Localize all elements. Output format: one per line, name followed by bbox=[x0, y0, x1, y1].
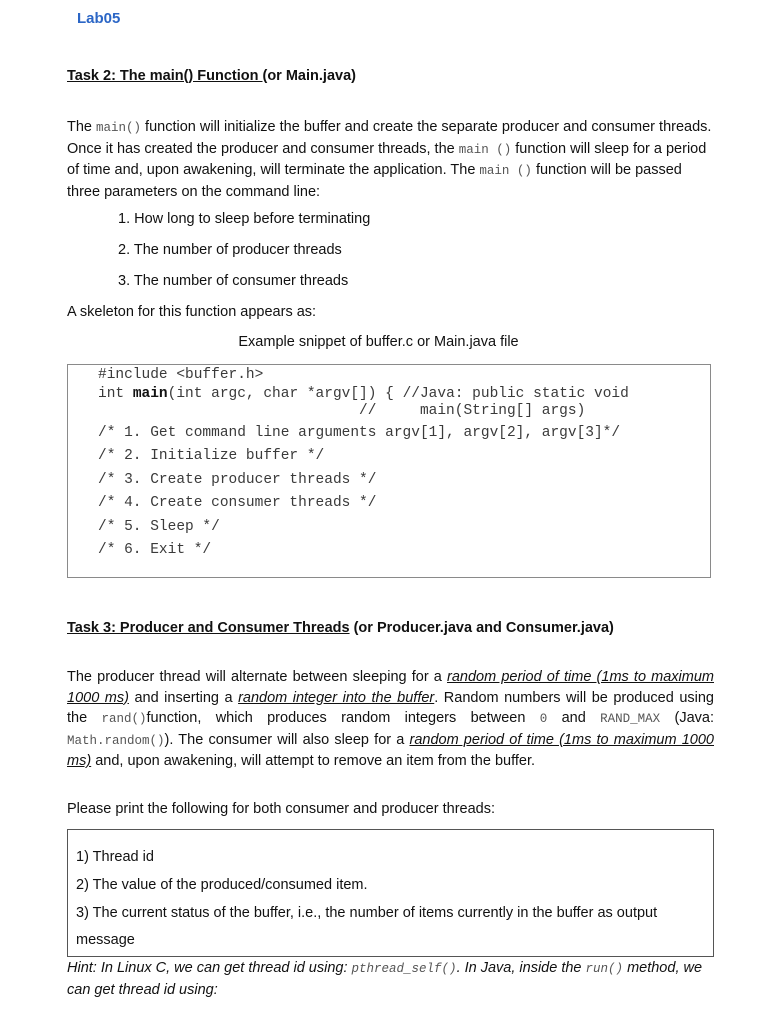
code-main: main () bbox=[458, 142, 512, 157]
code-line: /* 4. Create consumer threads */ bbox=[98, 495, 377, 511]
code-pthread-self: pthread_self() bbox=[351, 962, 457, 976]
text-run: function will initialize the buffer and create the separate producer and consumer threads. Once it has created the producer and consumer threads, the bbox=[67, 119, 712, 157]
code-run: run() bbox=[585, 962, 624, 976]
hint-text bbox=[67, 958, 717, 1001]
task3-heading bbox=[67, 620, 614, 636]
list-item: 2. The number of producer threads bbox=[118, 242, 342, 258]
code-text: (int argc, char *argv[]) { //Java: public static void bbox=[167, 386, 629, 402]
text-run: and inserting a bbox=[128, 689, 239, 706]
emphasis-text: random period of time (1ms to maximum 1000 ms) bbox=[67, 669, 714, 706]
list-item: 1) Thread id bbox=[76, 849, 154, 865]
code-math-random: Math.random() bbox=[67, 733, 165, 748]
emphasis-text: random integer into the buffer bbox=[238, 689, 435, 706]
print-requirements-box bbox=[67, 829, 714, 957]
code-line: // main(String[] args) bbox=[98, 403, 586, 419]
list-item: 3. The number of consumer threads bbox=[118, 273, 349, 289]
text-run: function will be passed three parameters on the command line: bbox=[67, 162, 682, 200]
list-item: message bbox=[76, 932, 135, 948]
task2-heading-suffix: (or Main.java) bbox=[262, 68, 356, 84]
text-run: (Java: bbox=[660, 710, 715, 726]
list-item: 2) The value of the produced/consumed item. bbox=[76, 877, 368, 893]
task3-heading-suffix: (or Producer.java and Consumer.java) bbox=[349, 620, 614, 636]
task3-paragraph bbox=[67, 667, 714, 772]
code-text: int bbox=[98, 386, 133, 402]
list-item: 3) The current status of the buffer, i.e., the number of items currently in the buffer as output bbox=[76, 905, 658, 921]
list-item: 1. How long to sleep before terminating bbox=[118, 211, 371, 227]
text-run: The bbox=[67, 119, 97, 135]
task2-heading-underlined: Task 2: The main() Function bbox=[67, 68, 263, 84]
code-line: #include <buffer.h> bbox=[98, 367, 264, 383]
code-line: /* 3. Create producer threads */ bbox=[98, 472, 377, 488]
code-snippet-box bbox=[67, 364, 711, 578]
snippet-caption: Example snippet of buffer.c or Main.java file bbox=[238, 334, 519, 350]
code-bold-main: main bbox=[132, 386, 168, 402]
task2-heading bbox=[67, 68, 356, 84]
code-line bbox=[98, 386, 629, 402]
text-run: . In Java, inside the bbox=[456, 960, 586, 976]
skeleton-intro: A skeleton for this function appears as: bbox=[67, 304, 317, 320]
lab-label: Lab05 bbox=[77, 10, 121, 27]
code-main: main () bbox=[479, 164, 532, 178]
task3-heading-underlined: Task 3: Producer and Consumer Threads bbox=[67, 620, 350, 636]
text-run: and, upon awakening, will attempt to remove an item from the buffer. bbox=[91, 753, 536, 769]
code-line: /* 1. Get command line arguments argv[1], argv[2], argv[3]*/ bbox=[98, 425, 621, 441]
text-run: The producer thread will alternate between sleeping for a bbox=[67, 669, 448, 685]
text-run: and bbox=[547, 710, 601, 726]
code-line: /* 6. Exit */ bbox=[98, 542, 212, 558]
text-run: ). The consumer will also sleep for a bbox=[164, 731, 410, 748]
text-run: function will sleep for a period of time and, upon awakening, will terminate the application. The bbox=[67, 140, 707, 178]
text-run: method, we can get thread id using: bbox=[67, 960, 703, 998]
print-intro: Please print the following for both consumer and producer threads: bbox=[67, 801, 495, 817]
text-run: Hint: In Linux C, we can get thread id using: bbox=[67, 960, 352, 976]
code-zero: 0 bbox=[539, 712, 548, 726]
code-rand-max: RAND_MAX bbox=[600, 712, 661, 726]
text-run: function, which produces random integers between bbox=[146, 710, 540, 726]
emphasis-text: random period of time (1ms to maximum 1000 ms) bbox=[67, 731, 714, 769]
text-run: . Random numbers will be produced using the bbox=[67, 689, 714, 726]
code-line: /* 2. Initialize buffer */ bbox=[98, 448, 325, 464]
code-rand: rand() bbox=[101, 712, 147, 726]
code-line: /* 5. Sleep */ bbox=[98, 519, 220, 535]
code-main: main() bbox=[96, 121, 142, 135]
task2-paragraph bbox=[67, 117, 714, 202]
